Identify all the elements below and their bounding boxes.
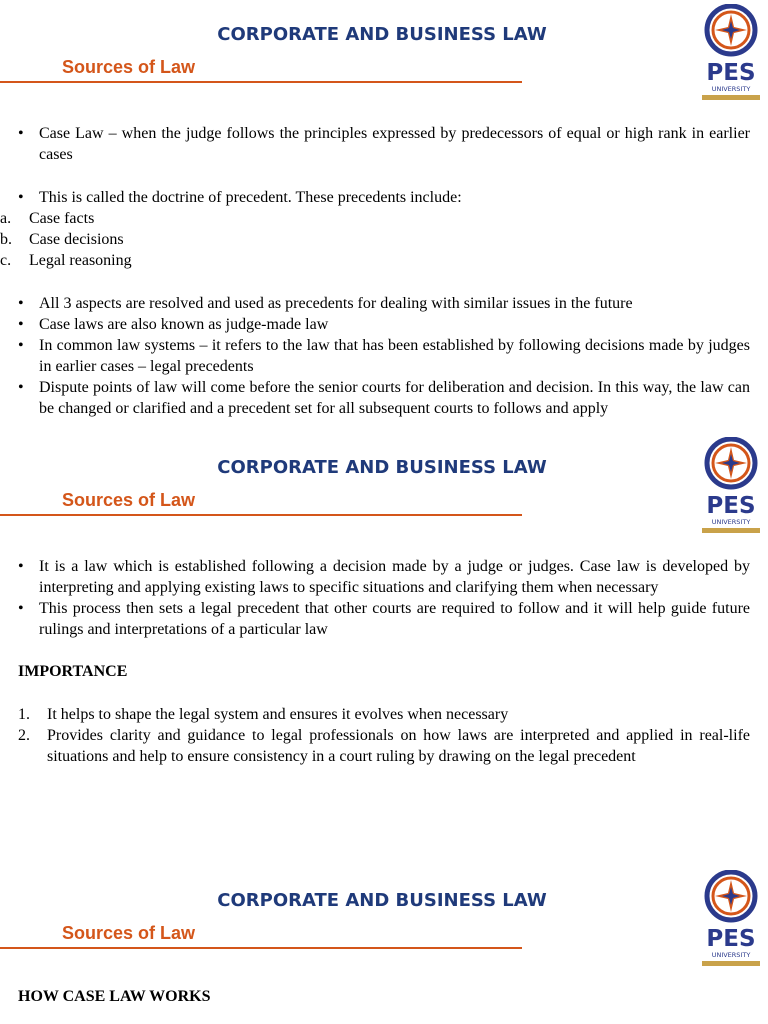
slide-subtitle: Sources of Law [62, 923, 196, 943]
list-item: • This process then sets a legal precedent that other courts are required to follow and it will help guide future rulings and interpretations of a particular law [18, 600, 750, 638]
slide-title: CORPORATE AND BUSINESS LAW [217, 457, 547, 478]
pes-university-logo [698, 870, 764, 970]
list-item: b. Case decisions [0, 231, 124, 248]
slide-title: CORPORATE AND BUSINESS LAW [217, 24, 547, 45]
section-heading: IMPORTANCE [18, 663, 128, 680]
slide-subtitle: Sources of Law [62, 57, 196, 77]
svg-text:PES: PES [706, 926, 756, 952]
list-item: 2. Provides clarity and guidance to legal professionals on how laws are interpreted and applied in real-life situations and help to ensure consistency in a court ruling by drawing on the legal precedent [18, 727, 750, 765]
slide-1 [0, 0, 768, 433]
title-rule [0, 514, 522, 516]
list-item: • Case Law – when the judge follows the principles expressed by predecessors of equal or high rank in earlier cases [18, 125, 750, 163]
list-item: 1. It helps to shape the legal system and ensures it evolves when necessary [18, 706, 509, 723]
list-item: • In common law systems – it refers to the law that has been established by following decisions made by judges in earlier cases – legal precedents [18, 337, 750, 375]
svg-text:UNIVERSITY: UNIVERSITY [711, 85, 751, 93]
section-heading: HOW CASE LAW WORKS [18, 988, 211, 1005]
svg-text:UNIVERSITY: UNIVERSITY [711, 951, 751, 959]
slide-2 [0, 433, 768, 866]
svg-text:UNIVERSITY: UNIVERSITY [711, 518, 751, 526]
slide-3 [0, 866, 768, 1024]
slide-body [0, 123, 750, 419]
slide-subtitle: Sources of Law [62, 490, 196, 510]
title-rule [0, 947, 522, 949]
list-item: c. Legal reasoning [0, 252, 132, 269]
svg-text:PES: PES [706, 493, 756, 519]
slide-body [18, 556, 750, 767]
pes-university-logo [698, 437, 764, 537]
pes-university-logo [698, 4, 764, 104]
list-item: • This is called the doctrine of precedent. These precedents include: [18, 189, 462, 206]
list-item: a. Case facts [0, 210, 95, 227]
svg-text:PES: PES [706, 60, 756, 86]
list-item: • Dispute points of law will come before the senior courts for deliberation and decision. In this way, the law can be changed or clarified and a precedent set for all subsequent courts to follows and apply [18, 379, 750, 417]
slide-title: CORPORATE AND BUSINESS LAW [217, 890, 547, 911]
title-rule [0, 81, 522, 83]
list-item: • Case laws are also known as judge-made law [18, 316, 329, 333]
list-item: • It is a law which is established following a decision made by a judge or judges. Case law is developed by interpreting and applying existing laws to specific situations and clarifying them when necessary [18, 558, 750, 596]
list-item: • All 3 aspects are resolved and used as precedents for dealing with similar issues in the future [18, 295, 633, 312]
